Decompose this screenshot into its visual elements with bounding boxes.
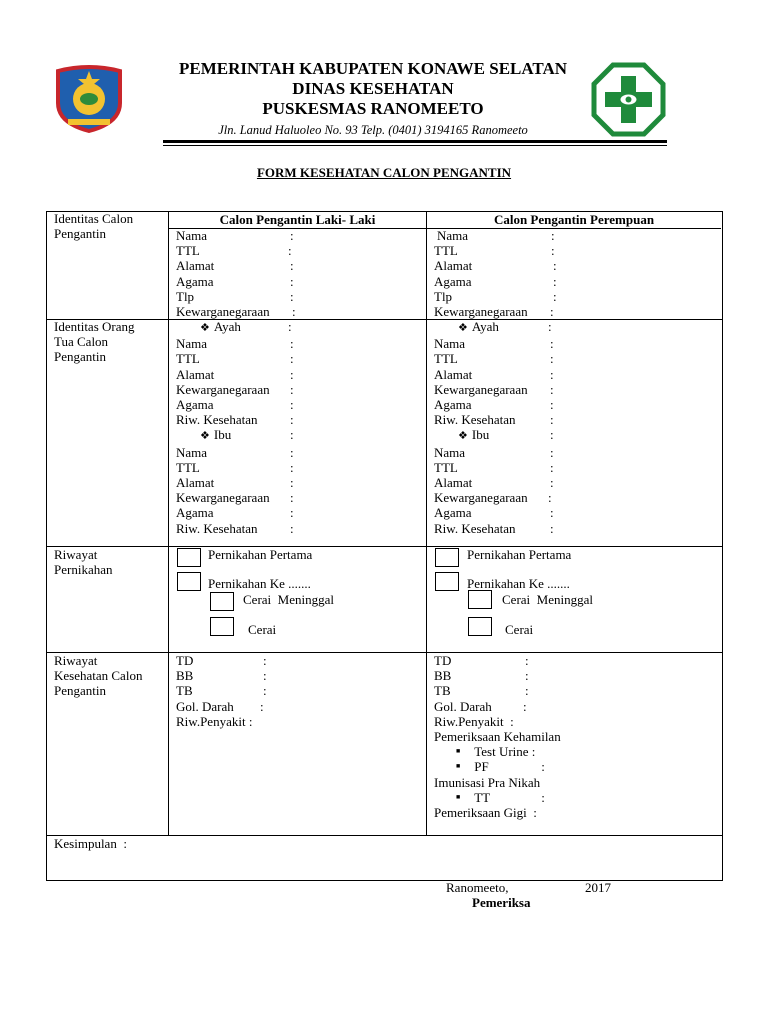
first-marriage-label: Pernikahan Pertama [467, 547, 572, 562]
header-department: DINAS KESEHATAN [292, 79, 454, 98]
health-fields-male: TD : BB : TB : Gol. Darah : Riw.Penyakit : [176, 653, 267, 729]
nth-marriage-label: Pernikahan Ke ....... [208, 576, 311, 591]
field-label: TTL [176, 351, 200, 367]
imunisasi-label: Imunisasi Pra Nikah [434, 774, 541, 790]
field-label: TTL [176, 243, 200, 259]
field-label: Riw.Penyakit : [434, 713, 514, 729]
field-label: Riw. Kesehatan [176, 520, 258, 536]
signature-role: Pemeriksa [472, 895, 531, 910]
form-title: FORM KESEHATAN CALON PENGANTIN [256, 165, 512, 180]
ibu-label: Ibu [471, 427, 490, 443]
parent-fields-male: ❖ Ayah : Nama : TTL : Alamat : Kewarganegaraan : Agama : Riw. Kesehatan : ❖ Ibu : Nama : TTL : Alamat : Kewarganegaraan : Agama : Riw. Kesehatan : [176, 319, 294, 536]
field-label: Kewarganegaraan [434, 304, 528, 320]
section-label-riwayat-kesehatan: Riwayat Kesehatan Calon Pengantin [54, 653, 143, 699]
signature-year: 2017 [585, 880, 611, 895]
pf-label: PF [474, 759, 489, 775]
square-bullet-icon: ■ [456, 792, 461, 801]
field-label: TD [176, 653, 194, 668]
row-divider-2 [46, 546, 722, 547]
field-label: Alamat [434, 366, 473, 382]
parent-fields-female: ❖ Ayah : Nama : TTL : Alamat : Kewarganegaraan : Agama : Riw. Kesehatan : ❖ Ibu : Nama : TTL : Alamat : Kewarganegaraan : Agama : Riw. Kesehatan : [434, 319, 554, 536]
ayah-label: Ayah [213, 319, 241, 334]
pemeriksaan-kehamilan-label: Pemeriksaan Kehamilan [434, 729, 561, 745]
field-label: Kewarganegaraan [434, 381, 528, 397]
cerai-meninggal-label: Cerai Meninggal [243, 592, 334, 607]
signature-place: Ranomeeto, [446, 880, 509, 895]
header-rule-thick [163, 140, 667, 143]
field-label: Agama [434, 505, 472, 521]
field-label: Kewarganegaraan [176, 490, 270, 506]
square-bullet-icon: ■ [456, 747, 461, 756]
field-label: Agama [176, 505, 214, 521]
checkbox-cerai-male[interactable] [210, 617, 234, 636]
field-label: Agama [434, 397, 472, 413]
cerai-label: Cerai [505, 622, 534, 637]
field-label: Alamat [176, 475, 215, 491]
diamond-bullet-icon: ❖ [200, 322, 210, 334]
cerai-meninggal-label: Cerai Meninggal [502, 592, 593, 607]
diamond-bullet-icon: ❖ [458, 430, 468, 443]
header-rule-thin [163, 145, 667, 146]
field-label: Riw. Kesehatan [434, 412, 516, 428]
field-label: Alamat [176, 366, 215, 382]
field-label: TTL [434, 243, 458, 259]
field-label: Riw. Kesehatan [176, 412, 258, 428]
header-government: PEMERINTAH KABUPATEN KONAWE SELATAN [178, 59, 568, 78]
field-label: Kewarganegaraan [434, 490, 528, 506]
checkbox-nth-marriage-female[interactable] [435, 572, 459, 591]
field-label: TTL [434, 351, 458, 367]
pemeriksaan-gigi-label: Pemeriksaan Gigi : [434, 805, 537, 821]
field-label: Nama [176, 444, 208, 460]
row-divider-4 [46, 835, 722, 836]
field-label: Kewarganegaraan [176, 381, 270, 397]
col-divider-1 [168, 211, 169, 835]
field-label: Alamat [434, 475, 473, 491]
field-label: TD [434, 653, 452, 668]
health-fields-female: TD : BB : TB : Gol. Darah : Riw.Penyakit : Pemeriksaan Kehamilan ■ Test Urine : ■ PF : Imunisasi Pra Nikah ■ TT : Pemeriksaan Gigi : [434, 653, 561, 821]
field-label: Riw.Penyakit : [176, 713, 253, 729]
identity-fields-female: Nama : TTL : Alamat : Agama : Tlp : Kewarganegaraan : [434, 228, 557, 320]
field-label: Nama [434, 444, 466, 460]
square-bullet-icon: ■ [456, 762, 461, 771]
puskesmas-logo [591, 62, 666, 137]
tt-label: TT [474, 789, 491, 805]
field-label: TB [176, 683, 193, 699]
checkbox-cerai-meninggal-male[interactable] [210, 592, 234, 611]
header-address: Jln. Lanud Haluoleo No. 93 Telp. (0401) 3194165 Ranomeeto [218, 123, 528, 137]
checkbox-first-marriage-female[interactable] [435, 548, 459, 567]
field-label: BB [176, 668, 194, 684]
section-label-orangtua: Identitas Orang Tua Calon Pengantin [54, 319, 135, 365]
field-label: Alamat [176, 258, 215, 274]
row-divider-3 [46, 652, 722, 653]
diamond-bullet-icon: ❖ [458, 322, 468, 334]
checkbox-cerai-meninggal-female[interactable] [468, 590, 492, 609]
checkbox-first-marriage-male[interactable] [177, 548, 201, 567]
field-label: TTL [176, 459, 200, 475]
test-urine-label: Test Urine : [474, 744, 536, 760]
ayah-label: Ayah [471, 319, 499, 334]
field-label: Nama [434, 336, 466, 352]
row-divider-1 [46, 319, 722, 320]
field-label: Alamat [434, 258, 473, 274]
field-label: TB [434, 683, 451, 699]
field-label: Nama [176, 228, 208, 243]
field-label: Agama [176, 273, 214, 289]
field-label: Gol. Darah [434, 698, 492, 714]
cerai-label: Cerai [248, 622, 277, 637]
checkbox-nth-marriage-male[interactable] [177, 572, 201, 591]
field-label: TTL [434, 459, 458, 475]
col-divider-2 [426, 211, 427, 835]
column-header-female: Calon Pengantin Perempuan [493, 212, 655, 227]
nth-marriage-label: Pernikahan Ke ....... [467, 576, 570, 591]
field-label: Tlp [176, 288, 195, 304]
section-label-identitas: Identitas Calon Pengantin [54, 211, 134, 242]
field-label: Riw. Kesehatan [434, 520, 516, 536]
field-label: Tlp [434, 288, 453, 304]
field-label: Nama [437, 228, 469, 243]
checkbox-cerai-female[interactable] [468, 617, 492, 636]
field-label: Nama [176, 336, 208, 352]
header-puskesmas: PUSKESMAS RANOMEETO [262, 99, 484, 118]
diamond-bullet-icon: ❖ [200, 430, 210, 443]
field-label: Kewarganegaraan [176, 304, 270, 320]
field-label: Gol. Darah [176, 698, 234, 714]
ibu-label: Ibu [213, 427, 232, 443]
regency-logo [52, 63, 126, 133]
first-marriage-label: Pernikahan Pertama [208, 547, 313, 562]
identity-fields-male: Nama : TTL : Alamat : Agama : Tlp : Kewarganegaraan : [176, 228, 296, 320]
field-label: BB [434, 668, 452, 684]
column-header-male: Calon Pengantin Laki- Laki [219, 212, 376, 227]
section-label-kesimpulan: Kesimpulan : [54, 836, 127, 851]
field-label: Agama [176, 397, 214, 413]
section-label-riwayat-pernikahan: Riwayat Pernikahan [54, 547, 113, 578]
field-label: Agama [434, 273, 472, 289]
